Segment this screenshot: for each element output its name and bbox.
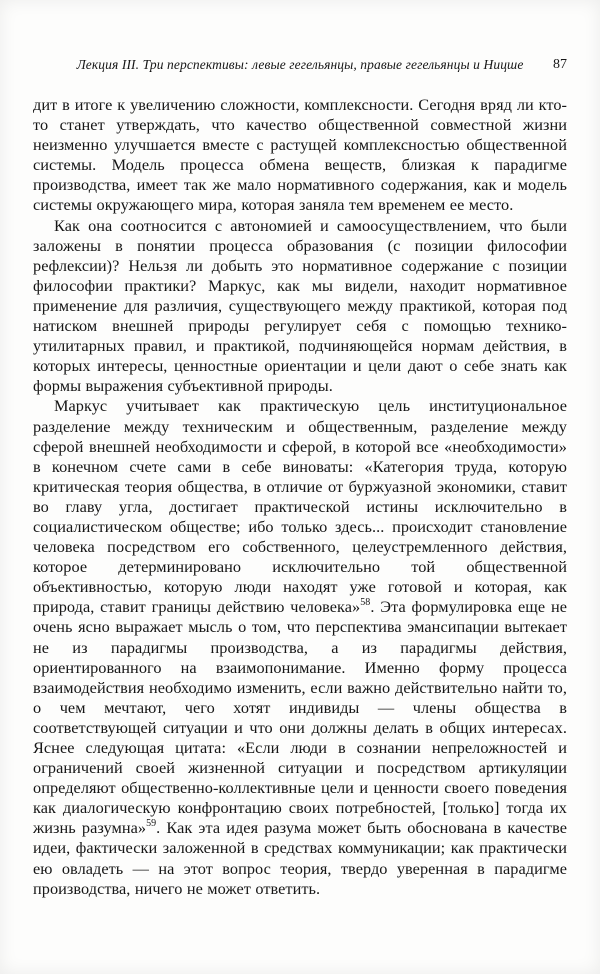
page-number: 87 bbox=[553, 57, 567, 72]
footnote-ref-59: 59 bbox=[146, 817, 157, 829]
paragraph-3-segment-3: . Как эта идея разума может быть обоснована в качестве идеи, фактически заложенной в средствах коммуникации; как практически ею овладеть — на этот вопрос теория, твердо уверенная в парадигме производства, ничего не может ответить. bbox=[33, 818, 567, 898]
paragraph-3 bbox=[33, 396, 567, 898]
paragraph-3-segment-2: . Эта формулировка еще не очень ясно выражает мысль о том, что перспектива эмансипации вытекает не из парадигмы производства, а из парадигмы действия, ориентированного на взаимопонимание. Именно форму процесса взаимодействия необходимо изменить, если важно действительно найти то, о чем мечтают, чего хотят индивиды — члены общества в соответствующей ситуации и что они должны делать в общих интересах. Яснее следующая цитата: «Если люди в сознании непреложностей и ограничений своей жизненной ситуации и посредством артикуляции определяют общественно-коллективные цели и ценности своего поведения как диалогическую конфронтацию своих потребностей, [только] тогда их жизнь разумна» bbox=[33, 597, 567, 838]
paragraph-2: Как она соотносится с автономией и самоосуществлением, что были заложены в понятии процесса образования (с позиции философии рефлексии)? Нельзя ли добыть это нормативное содержание с позиции философии практики? Маркус, как мы видели, находит нормативное применение для различия, существующего между практикой, которая под натиском внешней природы регулирует себя с помощью технико-утилитарных правил, и практикой, подчиняющейся нормам действия, в которых интересы, ценностные ориентации и цели дают о себе знать как формы выражения субъективной природы. bbox=[33, 215, 567, 396]
footnote-ref-58: 58 bbox=[360, 596, 371, 608]
running-head bbox=[33, 56, 567, 74]
paragraph-1: дит в итоге к увеличению сложности, комплексности. Сегодня вряд ли кто-то станет утверждать, что качество общественной совместной жизни неизменно улучшается вместе с растущей комплексностью общественной системы. Модель процесса обмена веществ, близкая к парадигме производства, имеет так же мало нормативного содержания, как и модель системы окружающего мира, которая заняла тем временем ее место. bbox=[33, 95, 567, 215]
paragraph-3-segment-1: Маркус учитывает как практическую цель институциональное разделение между техническим и общественным, разделение между сферой внешней необходимости и сферой, в которой все «необходимости» в конечном счете сами в себе виноваты: «Категория труда, которую критическая теория общества, в отличие от буржуазной экономики, ставит во главу угла, достигает практической истины исключительно в социалистическом обществе; ибо только здесь... происходит становление человека посредством его собственного, целеустремленного действия, которое детерминировано исключительно той общественной объективностью, которую люди находят уже готовой и которая, как природа, ставит границы действию человека» bbox=[33, 396, 567, 617]
running-title: Лекция III. Три перспективы: левые гегельянцы, правые гегельянцы и Ницше bbox=[76, 57, 524, 72]
page-body bbox=[33, 95, 567, 899]
